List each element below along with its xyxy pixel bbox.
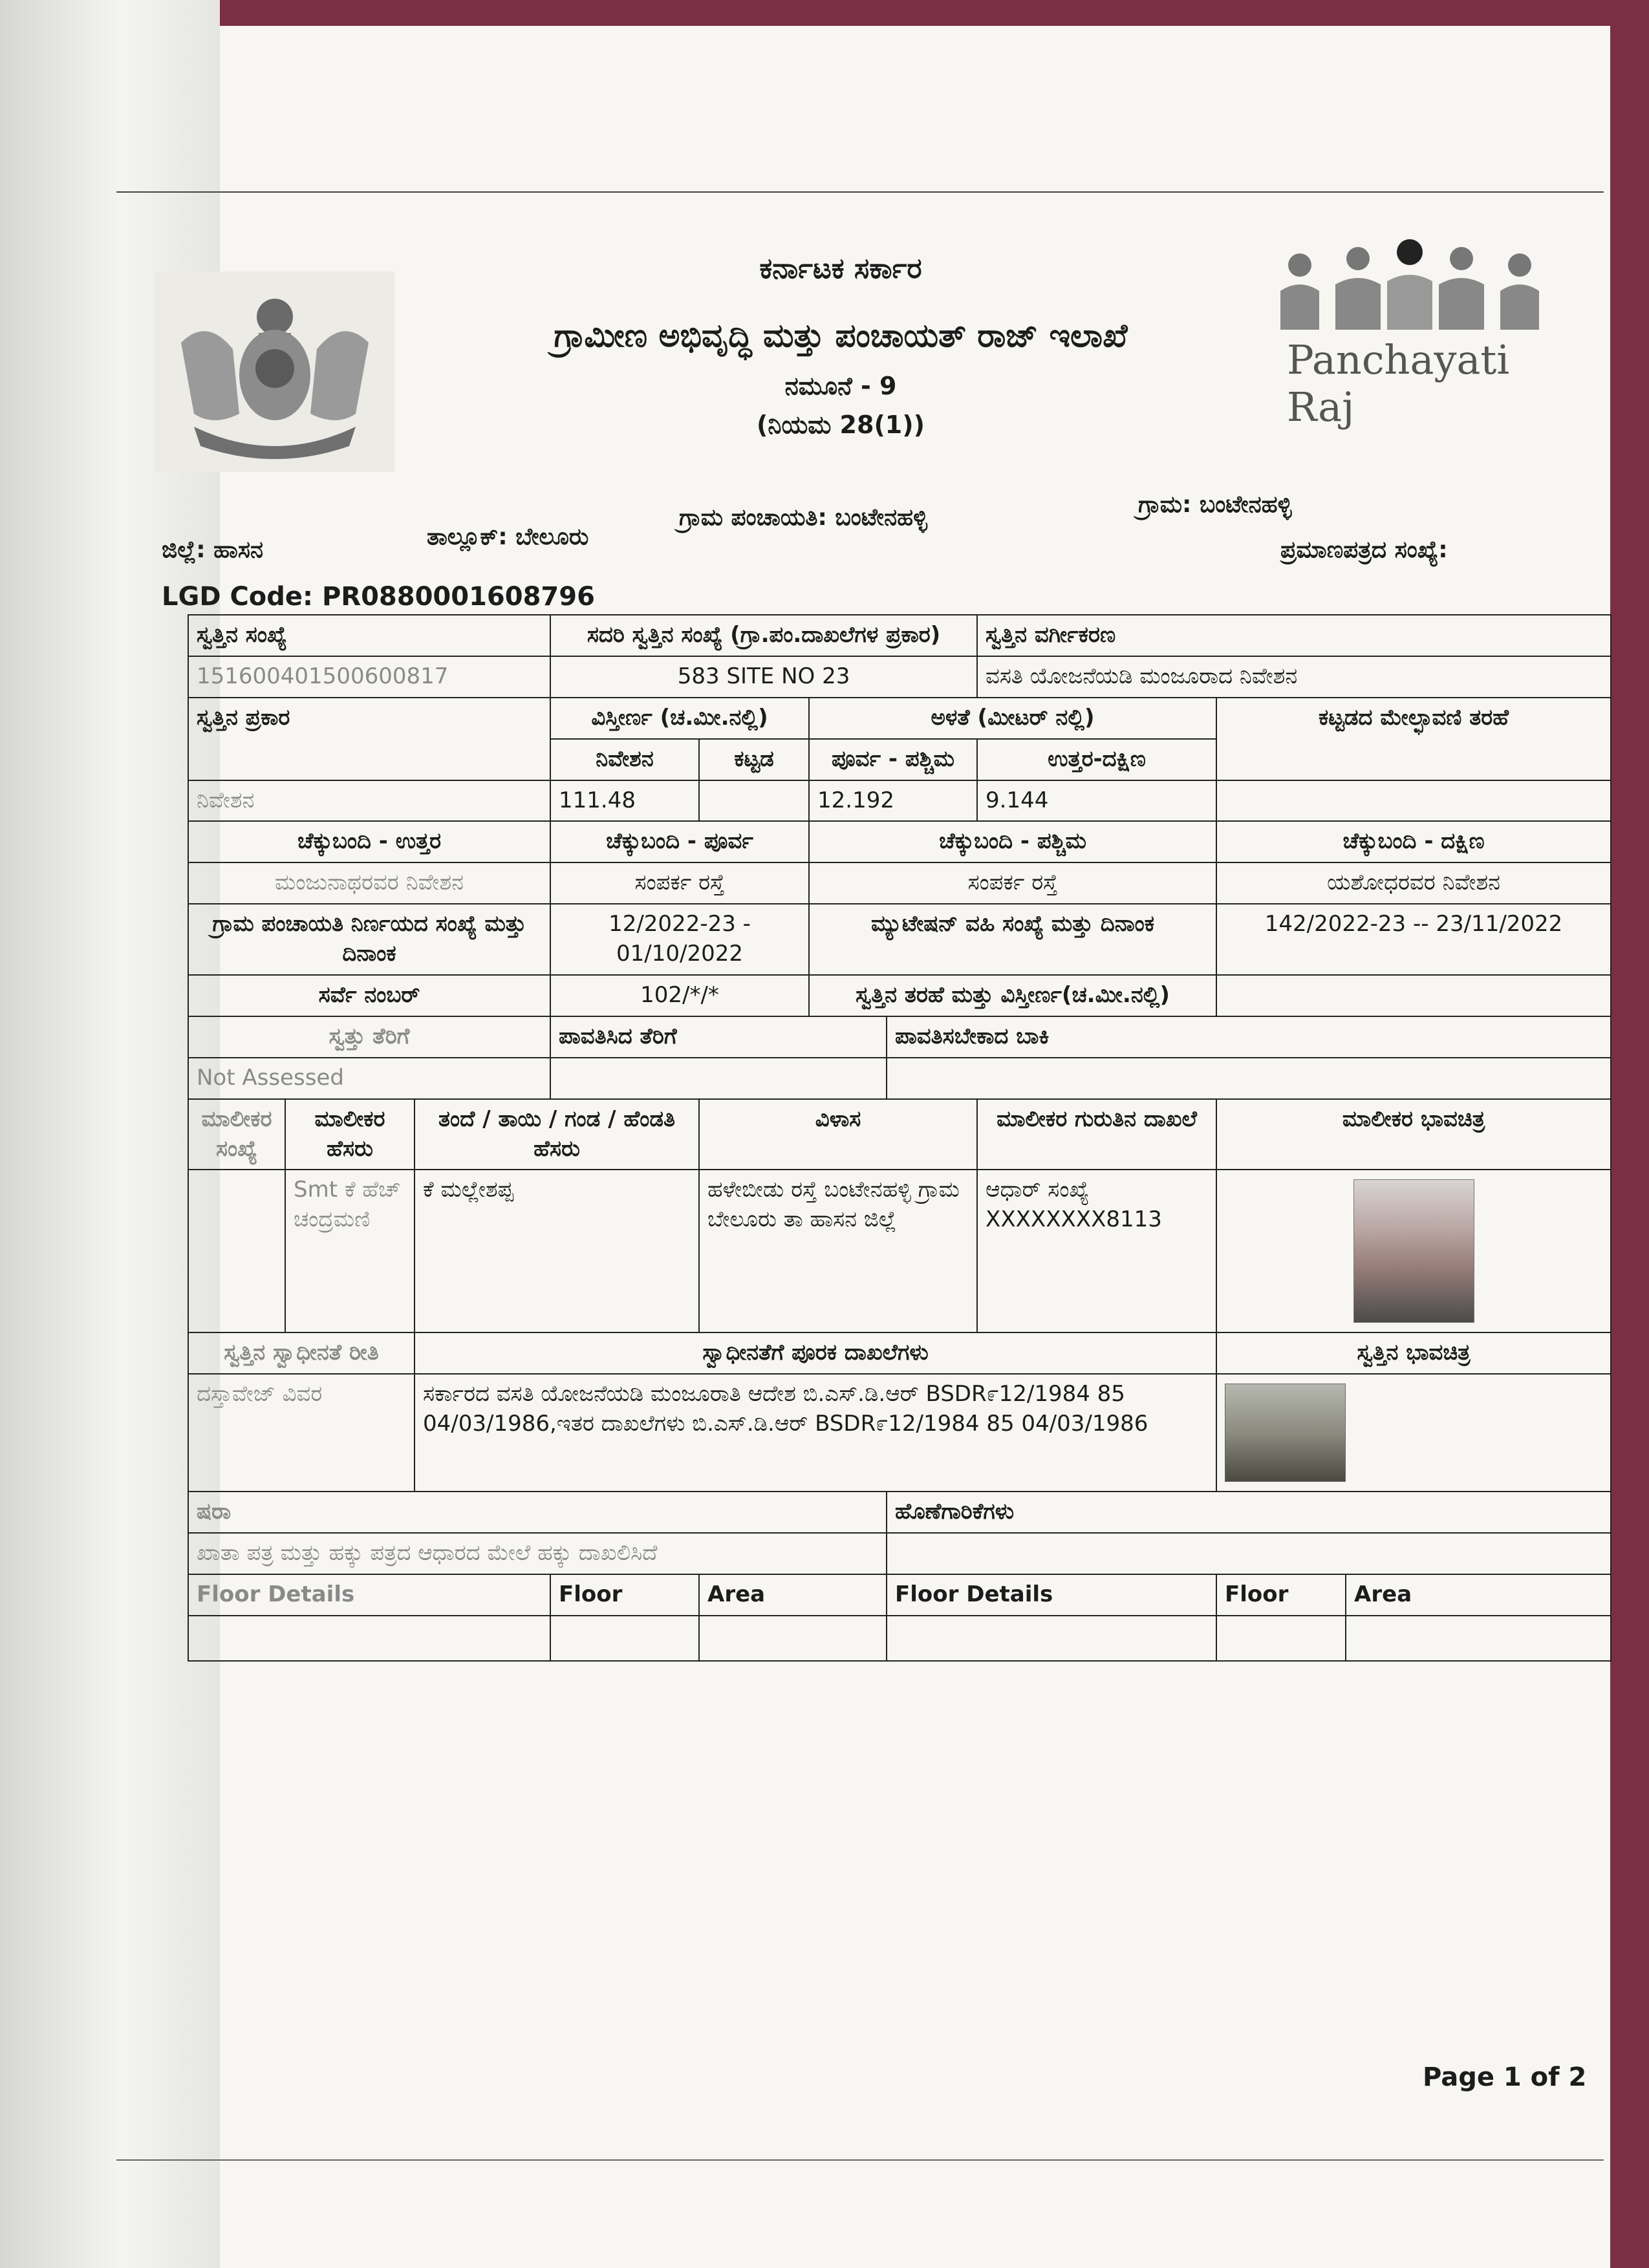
- site-label: ನಿವೇಶನ: [550, 739, 699, 780]
- boundary-west-label: ಚೆಕ್ಕುಬಂದಿ - ಪಶ್ಚಿಮ: [809, 821, 1216, 862]
- site-area-value: 111.48: [550, 780, 699, 822]
- boundary-west-value: ಸಂಪರ್ಕ ರಸ್ತೆ: [809, 862, 1216, 904]
- liabilities-value: [887, 1533, 1611, 1574]
- property-type-label: ಸ್ವತ್ತಿನ ಪ್ರಕಾರ: [188, 698, 550, 780]
- area-right-value: [1346, 1616, 1611, 1661]
- gp-resolution-value: 12/2022-23 - 01/10/2022: [550, 904, 809, 975]
- area-left-value: [699, 1616, 887, 1661]
- relation-name-value: ಕೆ ಮಲ್ಲೇಶಪ್ಪ: [415, 1170, 699, 1332]
- lgd-code: LGD Code: PR0880001608796: [162, 582, 595, 612]
- area-label: ವಿಸ್ತೀರ್ಣ (ಚ.ಮೀ.ನಲ್ಲಿ): [550, 698, 809, 739]
- owner-no-value: [188, 1170, 285, 1332]
- boundary-east-label: ಚೆಕ್ಕುಬಂದಿ - ಪೂರ್ವ: [550, 821, 809, 862]
- form-number: ನಮೂನೆ - 9: [784, 372, 897, 400]
- boundary-south-value: ಯಶೋಧರವರ ನಿವೇಶನ: [1216, 862, 1611, 904]
- floor-details-right-value: [887, 1616, 1216, 1661]
- govt-title: ಕರ್ನಾಟಕ ಸರ್ಕಾರ: [759, 252, 922, 285]
- bottom-rule: [116, 2159, 1604, 2161]
- owner-id-number: XXXXXXXX8113: [986, 1206, 1162, 1233]
- tax-value: Not Assessed: [188, 1058, 550, 1099]
- east-west-label: ಪೂರ್ವ - ಪಶ್ಚಿಮ: [809, 739, 977, 780]
- owner-id-value: [977, 1170, 1216, 1332]
- panchayati-raj-logo-graphic: [1274, 233, 1546, 336]
- acquisition-label: ಸ್ವತ್ತಿನ ಸ್ವಾಧೀನತೆ ರೀತಿ: [188, 1332, 415, 1374]
- property-type-value: ನಿವೇಶನ: [188, 780, 550, 822]
- gram-panchayat: ಗ್ರಾಮ ಪಂಚಾಯತಿ: ಬಂಟೇನಹಳ್ಳಿ: [679, 504, 927, 531]
- owner-name-value: Smt ಕೆ ಹೆಚ್ ಚಂದ್ರಮಣಿ: [285, 1170, 415, 1332]
- owner-photo-label: ಮಾಲೀಕರ ಭಾವಚಿತ್ರ: [1216, 1099, 1611, 1170]
- classification-value: ವಸತಿ ಯೋಜನೆಯಡಿ ಮಂಜೂರಾದ ನಿವೇಶನ: [977, 656, 1611, 698]
- paid-tax-value: [550, 1058, 887, 1099]
- building-label: ಕಟ್ಟಡ: [699, 739, 809, 780]
- liabilities-label: ಹೊಣೆಗಾರಿಕೆಗಳು: [887, 1492, 1611, 1533]
- area-left-label: Area: [699, 1574, 887, 1616]
- north-south-label: ಉತ್ತರ-ದಕ್ಷಿಣ: [977, 739, 1216, 780]
- tax-label: ಸ್ವತ್ತು ತೆರಿಗೆ: [188, 1016, 550, 1058]
- taluk: ತಾಲ್ಲೂಕ್: ಬೇಲೂರು: [427, 524, 589, 550]
- survey-no-value: 102/*/*: [550, 975, 809, 1016]
- boundary-north-value: ಮಂಜುನಾಥರವರ ನಿವೇಶನ: [188, 862, 550, 904]
- roof-type-value: [1216, 780, 1611, 822]
- boundary-east-value: ಸಂಪರ್ಕ ರಸ್ತೆ: [550, 862, 809, 904]
- property-form-table: [188, 614, 1611, 1662]
- boundary-north-label: ಚೆಕ್ಕುಬಂದಿ - ಉತ್ತರ: [188, 821, 550, 862]
- mutation-value: 142/2022-23 -- 23/11/2022: [1216, 904, 1611, 975]
- deed-type-label: ದಸ್ತಾವೇಜ್ ವಿವರ: [188, 1374, 415, 1492]
- top-rule: [116, 191, 1604, 193]
- relation-name-label: ತಂದೆ / ತಾಯಿ / ಗಂಡ / ಹೆಂಡತಿ ಹೆಸರು: [415, 1099, 699, 1170]
- classification-label: ಸ್ವತ್ತಿನ ವರ್ಗೀಕರಣ: [977, 615, 1611, 656]
- department-title: ಗ್ರಾಮೀಣ ಅಭಿವೃದ್ಧಿ ಮತ್ತು ಪಂಚಾಯತ್ ರಾಜ್ ಇಲಾಖೆ: [554, 317, 1128, 354]
- owner-no-label: ಮಾಲೀಕರ ಸಂಖ್ಯೆ: [188, 1099, 285, 1170]
- north-south-value: 9.144: [977, 780, 1216, 822]
- prop-type-area-label: ಸ್ವತ್ತಿನ ತರಹೆ ಮತ್ತು ವಿಸ್ತೀರ್ಣ(ಚ.ಮೀ.ನಲ್ಲಿ): [809, 975, 1216, 1016]
- page-number: Page 1 of 2: [1423, 2062, 1587, 2092]
- owner-id-type: ಆಧಾರ್ ಸಂಖ್ಯೆ: [986, 1177, 1090, 1203]
- local-property-no-value: 583 SITE NO 23: [550, 656, 977, 698]
- district: ಜಿಲ್ಲೆ: ಹಾಸನ: [162, 537, 263, 563]
- floor-left-label: Floor: [550, 1574, 699, 1616]
- dimension-label: ಅಳತೆ (ಮೀಟರ್ ನಲ್ಲಿ): [809, 698, 1216, 739]
- supporting-docs-label: ಸ್ವಾಧೀನತೆಗೆ ಪೂರಕ ದಾಖಲೆಗಳು: [415, 1332, 1216, 1374]
- owner-photo: [1353, 1179, 1474, 1323]
- panchayati-raj-logo-text: Panchayati Raj: [1287, 336, 1510, 431]
- property-photo-label: ಸ್ವತ್ತಿನ ಭಾವಚಿತ್ರ: [1216, 1332, 1611, 1374]
- owner-photo-cell: [1216, 1170, 1611, 1332]
- paid-tax-label: ಪಾವತಿಸಿದ ತೆರಿಗೆ: [550, 1016, 887, 1058]
- karnataka-emblem: [155, 272, 394, 472]
- floor-right-label: Floor: [1216, 1574, 1346, 1616]
- boundary-south-label: ಚೆಕ್ಕುಬಂದಿ - ದಕ್ಷಿಣ: [1216, 821, 1611, 862]
- address-label: ವಿಳಾಸ: [699, 1099, 977, 1170]
- balance-value: [887, 1058, 1611, 1099]
- property-no-label: ಸ್ವತ್ತಿನ ಸಂಖ್ಯೆ: [188, 615, 550, 656]
- east-west-value: 12.192: [809, 780, 977, 822]
- remarks-label: ಷರಾ: [188, 1492, 887, 1533]
- remarks-value: ಖಾತಾ ಪತ್ರ ಮತ್ತು ಹಕ್ಕು ಪತ್ರದ ಆಧಾರದ ಮೇಲೆ ಹಕ್ಕು ದಾಖಲಿಸಿದೆ: [188, 1533, 887, 1574]
- supporting-docs-value: ಸರ್ಕಾರದ ವಸತಿ ಯೋಜನೆಯಡಿ ಮಂಜೂರಾತಿ ಆದೇಶ ಬಿ.ಎಸ್.ಡಿ.ಆರ್ BSDR೯12/1984 85 04/03/1986,ಇತರ ದಾಖಲೆಗಳು ಬಿ.ಎಸ್.ಡಿ.ಆರ್ BSDR೯12/1984 85 04/03/1986: [415, 1374, 1216, 1492]
- floor-details-left-label: Floor Details: [188, 1574, 550, 1616]
- rule-number: (ನಿಯಮ 28(1)): [757, 411, 925, 439]
- area-right-label: Area: [1346, 1574, 1611, 1616]
- prop-type-area-value: [1216, 975, 1611, 1016]
- property-photo: [1225, 1384, 1346, 1482]
- village: ಗ್ರಾಮ: ಬಂಟೇನಹಳ್ಳಿ: [1138, 491, 1292, 518]
- owner-id-label: ಮಾಲೀಕರ ಗುರುತಿನ ದಾಖಲೆ: [977, 1099, 1216, 1170]
- certificate-no-label: ಪ್ರಮಾಣಪತ್ರದ ಸಂಖ್ಯೆ:: [1280, 537, 1448, 563]
- floor-details-right-label: Floor Details: [887, 1574, 1216, 1616]
- address-value: ಹಳೇಬೀಡು ರಸ್ತೆ ಬಂಟೇನಹಳ್ಳಿ ಗ್ರಾಮ ಬೇಲೂರು ತಾ ಹಾಸನ ಜಿಲ್ಲೆ: [699, 1170, 977, 1332]
- owner-name-label: ಮಾಲೀಕರ ಹೆಸರು: [285, 1099, 415, 1170]
- floor-right-value: [1216, 1616, 1346, 1661]
- gp-resolution-label: ಗ್ರಾಮ ಪಂಚಾಯತಿ ನಿರ್ಣಯದ ಸಂಖ್ಯೆ ಮತ್ತು ದಿನಾಂಕ: [188, 904, 550, 975]
- balance-label: ಪಾವತಿಸಬೇಕಾದ ಬಾಕಿ: [887, 1016, 1611, 1058]
- building-area-value: [699, 780, 809, 822]
- local-property-no-label: ಸದರಿ ಸ್ವತ್ತಿನ ಸಂಖ್ಯೆ (ಗ್ರಾ.ಪಂ.ದಾಖಲೆಗಳ ಪ್ರಕಾರ): [550, 615, 977, 656]
- roof-type-label: ಕಟ್ಟಡದ ಮೇಲ್ಛಾವಣಿ ತರಹೆ: [1216, 698, 1611, 780]
- floor-left-value: [550, 1616, 699, 1661]
- floor-details-left-value: [188, 1616, 550, 1661]
- property-no-value: 151600401500600817: [188, 656, 550, 698]
- survey-no-label: ಸರ್ವೆ ನಂಬರ್: [188, 975, 550, 1016]
- property-photo-cell: [1216, 1374, 1611, 1492]
- mutation-label: ಮ್ಯುಟೇಷನ್ ವಹಿ ಸಂಖ್ಯೆ ಮತ್ತು ದಿನಾಂಕ: [809, 904, 1216, 975]
